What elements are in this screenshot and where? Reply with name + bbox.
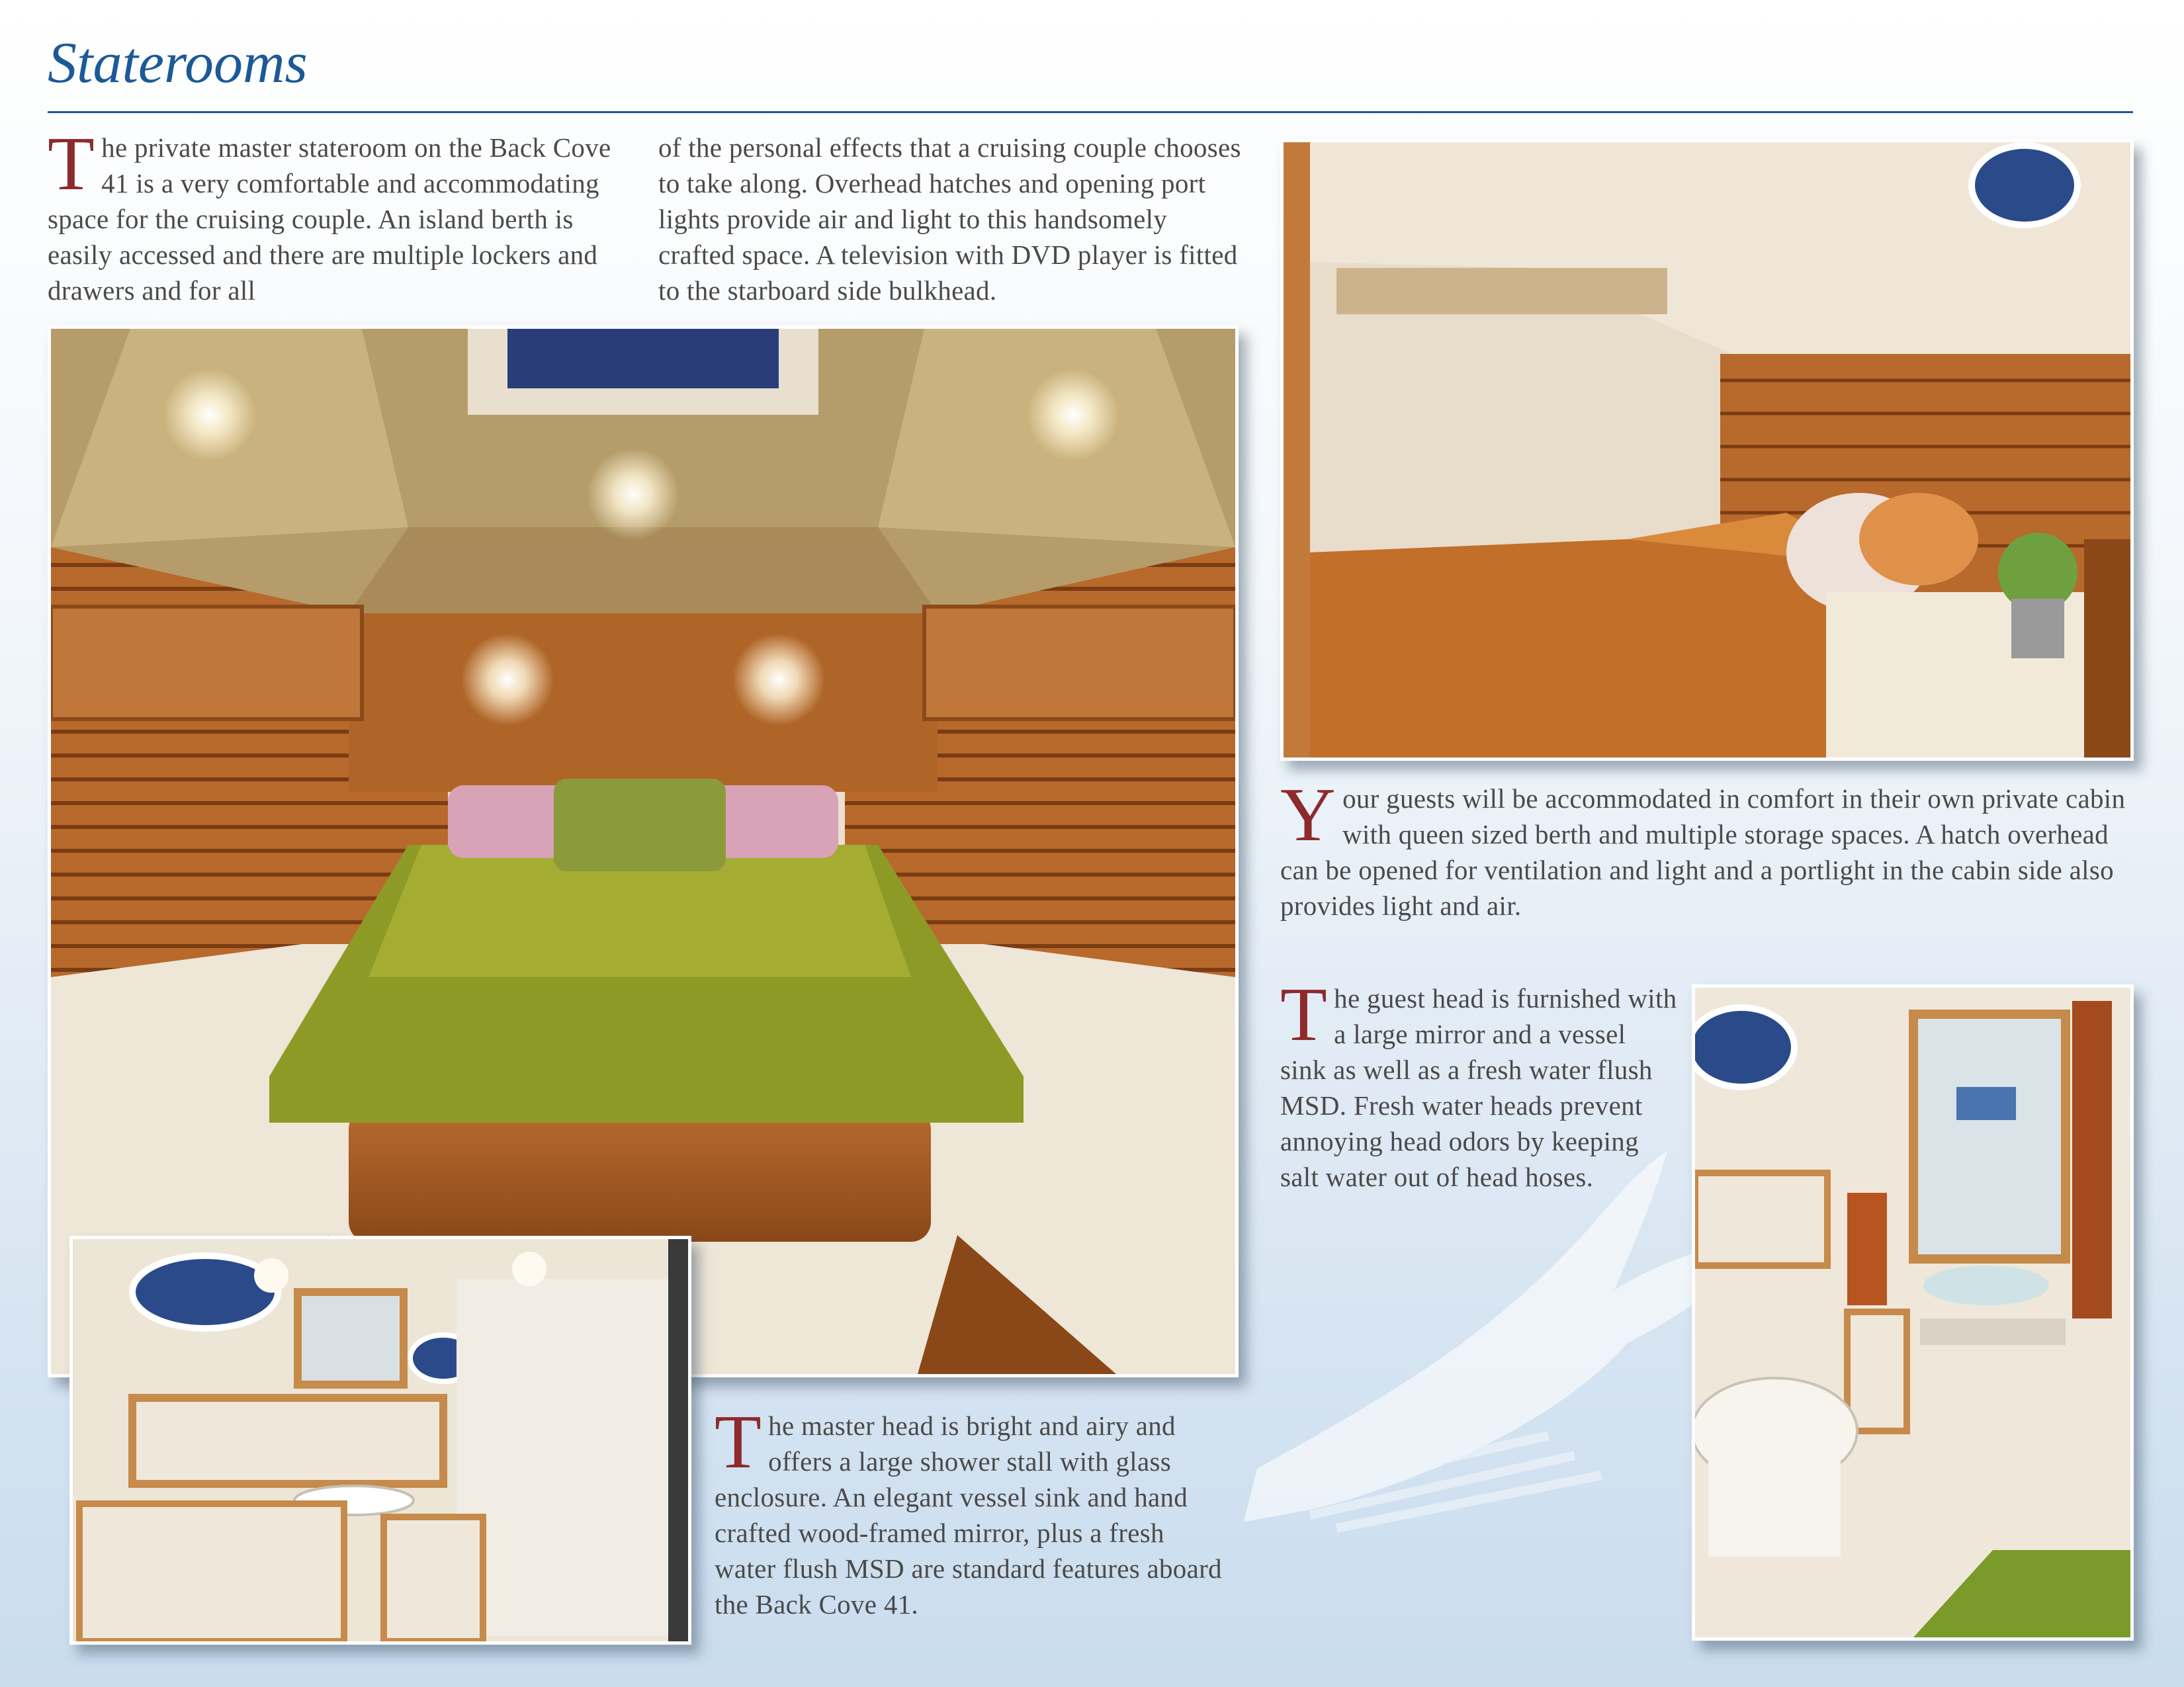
intro-col2-body: of the personal effects that a cruising couple chooses to take along. Overhead hatches and opening port lights provide air and light to this handsomely crafted space. A television with DVD player is fitted to the starboard side bulkhead. <box>658 132 1241 306</box>
guest-cabin-text <box>1280 773 2134 924</box>
intro-text-col2 <box>658 130 1247 308</box>
guest-head-body: he guest head is furnished with a large mirror and a vessel sink as well as a fresh water flush MSD. Fresh water heads prevent annoying head odors by keeping salt water out of head hoses. <box>1280 983 1677 1192</box>
master-head-dropcap: T <box>715 1400 762 1485</box>
master-head-body: he master head is bright and airy and offers a large shower stall with glass enclosure. An elegant vessel sink and hand crafted wood-framed mirror, plus a fresh water flush MSD are standard features aboard the Back Cove 41. <box>715 1410 1222 1620</box>
guest-cabin-dropcap: Y <box>1280 773 1336 857</box>
photo-master-stateroom <box>48 325 1239 1377</box>
title-rule <box>48 111 2133 113</box>
photo-master-head <box>69 1236 691 1645</box>
intro-dropcap: T <box>48 122 95 206</box>
guest-head-dropcap: T <box>1280 973 1328 1057</box>
guest-cabin-body: our guests will be accommodated in comfort in their own private cabin with queen sized berth and multiple storage spaces. A hatch overhead can be opened for ventilation and light and a portlight in the cabin side also provides light and air. <box>1280 783 2126 921</box>
photo-guest-head <box>1692 984 2134 1641</box>
guest-head-text <box>1280 973 1677 1195</box>
photo-guest-cabin <box>1280 139 2134 761</box>
intro-text-col1 <box>48 122 630 308</box>
master-head-text <box>715 1400 1231 1622</box>
page-title: Staterooms <box>48 31 308 95</box>
intro-col1-body: he private master stateroom on the Back Cove 41 is a very comfortable and accommodating space for the cruising couple. An island berth is easily accessed and there are multiple lockers and drawers and for all <box>48 132 611 306</box>
